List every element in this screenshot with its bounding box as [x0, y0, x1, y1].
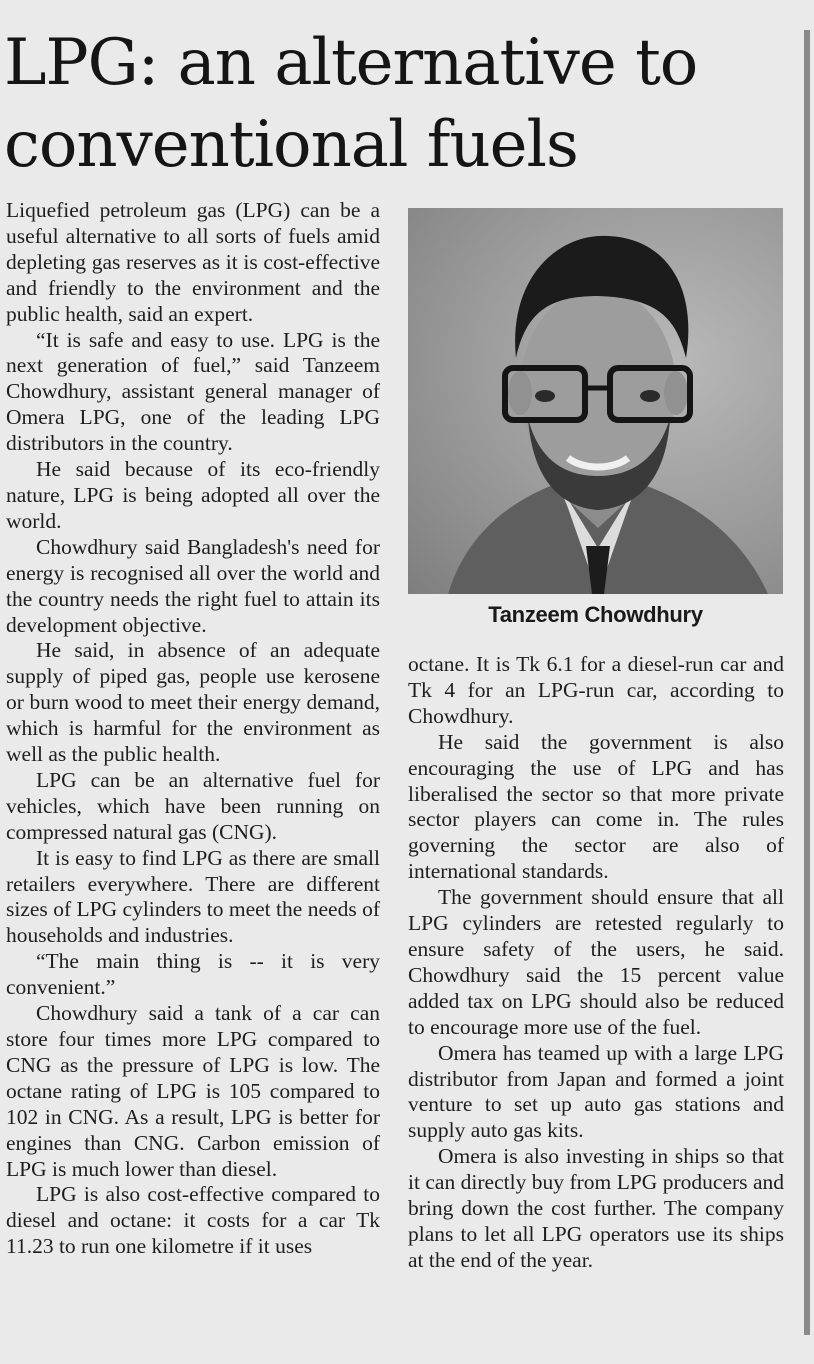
body-paragraph: “It is safe and easy to use. LPG is the next generation of fuel,” said Tanzeem Chowdhury, assistant general manager of Omera LPG, one of the leading LPG distributors in the country.: [6, 327, 380, 456]
body-paragraph: He said the government is also encouraging the use of LPG and has liberalised the sector so that more private sector players can come in. The rules governing the sector are also of international standards.: [408, 729, 784, 884]
photo-caption: Tanzeem Chowdhury: [488, 602, 703, 627]
body-paragraph: Chowdhury said a tank of a car can store four times more LPG compared to CNG as the pressure of LPG is low. The octane rating of LPG is 105 compared to 102 in CNG. As a result, LPG is better for engines than CNG. Carbon emission of LPG is much lower than diesel.: [6, 1001, 380, 1181]
column-rule: [804, 30, 810, 1335]
portrait-photo: [408, 208, 783, 594]
body-paragraph: octane. It is Tk 6.1 for a diesel-run car and Tk 4 for an LPG-run car, according to Chowdhury.: [408, 652, 784, 728]
body-paragraph: Omera has teamed up with a large LPG distributor from Japan and formed a joint venture to set up auto gas stations and supply auto gas kits.: [408, 1040, 784, 1143]
body-paragraph: He said, in absence of an adequate supply of piped gas, people use kerosene or burn wood to meet their energy demand, which is harmful for the environment as well as the public health.: [6, 638, 380, 767]
body-paragraph: He said because of its eco-friendly nature, LPG is being adopted all over the world.: [6, 457, 380, 533]
body-paragraph: Liquefied petroleum gas (LPG) can be a useful alternative to all sorts of fuels amid depleting gas reserves as it is cost-effective and friendly to the environment and the public health, said an expert.: [6, 198, 380, 326]
article-body-right-column: [408, 652, 784, 1274]
body-paragraph: It is easy to find LPG as there are small retailers everywhere. There are different sizes of LPG cylinders to meet the needs of households and industries.: [6, 845, 380, 948]
article-headline: LPG: an alternative to conventional fuels: [4, 26, 698, 182]
body-paragraph: The government should ensure that all LPG cylinders are retested regularly to ensure safety of the users, he said. Chowdhury said the 15 percent value added tax on LPG should also be reduced to encourage more use of the fuel.: [408, 885, 784, 1039]
body-paragraph: LPG can be an alternative fuel for vehicles, which have been running on compressed natural gas (CNG).: [6, 767, 380, 844]
body-paragraph: Omera is also investing in ships so that it can directly buy from LPG producers and bring down the cost further. The company plans to let all LPG operators use its ships at the end of the year.: [408, 1144, 784, 1272]
article-body-left-column: [6, 198, 380, 1260]
body-paragraph: LPG is also cost-effective compared to diesel and octane: it costs for a car Tk 11.23 to run one kilometre if it uses: [6, 1182, 380, 1259]
body-paragraph: “The main thing is -- it is very convenient.”: [6, 949, 380, 1000]
body-paragraph: Chowdhury said Bangladesh's need for energy is recognised all over the world and the country needs the right fuel to attain its development objective.: [6, 534, 380, 637]
portrait-illustration: [408, 208, 783, 594]
